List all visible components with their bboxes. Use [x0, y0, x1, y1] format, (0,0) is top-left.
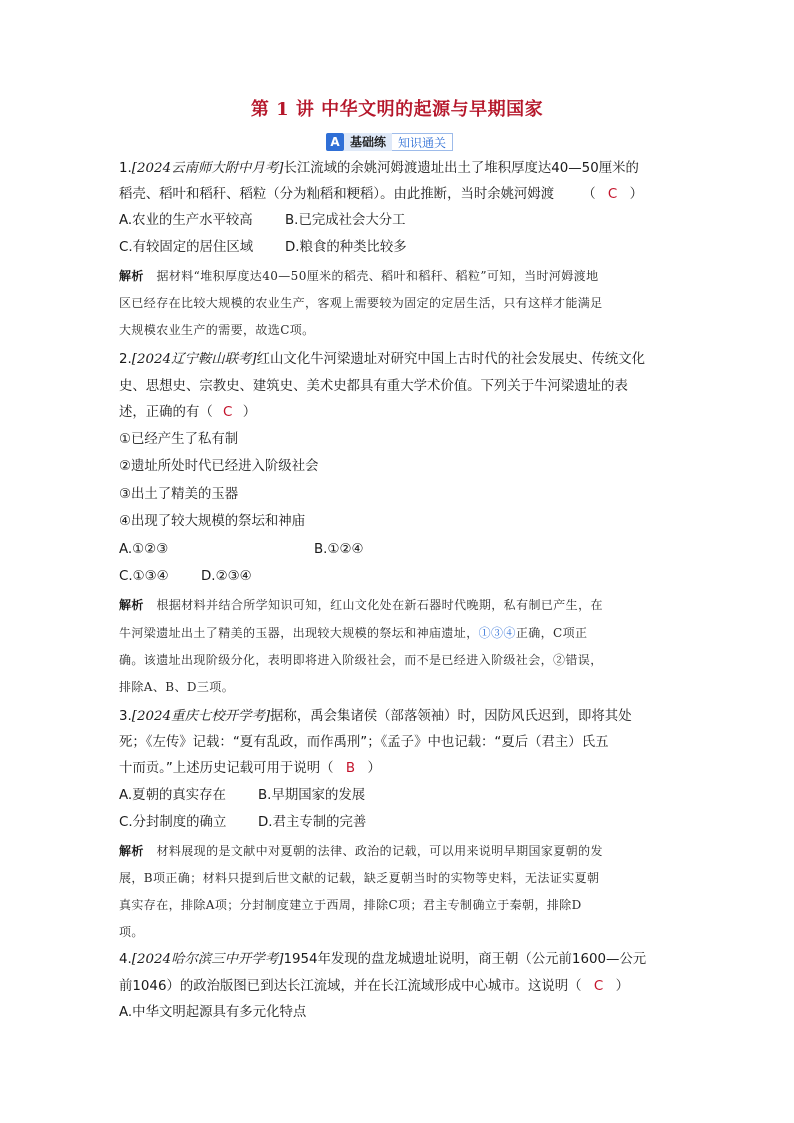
q1-source: [2024云南师大附中月考] [131, 161, 284, 176]
q1-answer: C [607, 187, 618, 202]
q3-options-row2 [119, 814, 367, 832]
q3-explanation-line1: 解析 材料展现的是文献中对夏朝的法律、政治的记载，可以用来说明早期国家夏朝的发 [119, 844, 603, 858]
q3-option-a: A.夏朝的真实存在 [119, 788, 226, 803]
q3-answer: B [345, 761, 356, 776]
q1-stem-line2: 稻壳、稻叶和稻秆、稻粒（分为籼稻和粳稻）。由此推断，当时余姚河姆渡 （ C ） [119, 187, 643, 202]
q2-explanation-highlight: ①③④ [478, 626, 516, 640]
q3-options-row1 [119, 787, 366, 805]
q1-stem-line1: 1.[2024云南师大附中月考]长江流域的余姚河姆渡遗址出土了堆积厚度达40—50厘米的 [119, 161, 639, 176]
q4-stem-line2: 前1046）的政治版图已到达长江流域，并在长江流域形成中心城市。这说明（ C ） [119, 979, 629, 994]
q3-option-d: D.君主专制的完善 [258, 815, 367, 830]
q2-item3: ③出土了精美的玉器 [119, 487, 239, 502]
q1-explanation-line2: 区已经存在比较大规模的农业生产，客观上需要较为固定的定居生活，只有这样才能满足 [119, 296, 603, 310]
q4-answer: C [593, 979, 604, 994]
q2-item1: ①已经产生了私有制 [119, 432, 239, 447]
q2-explanation-tag: 解析 [119, 598, 144, 612]
q4-source: [2024哈尔滨三中开学考] [131, 952, 284, 967]
q3-option-c: C.分封制度的确立 [119, 815, 227, 830]
q2-option-c: C.①③④ [119, 569, 169, 584]
q4-stem-line1: 4.[2024哈尔滨三中开学考]1954年发现的盘龙城遗址说明，商王朝（公元前1600—公元 [119, 952, 647, 967]
page-title: 第 1 讲 中华文明的起源与早期国家 [250, 99, 544, 120]
q2-stem-line2: 史、思想史、宗教史、建筑史、美术史都具有重大学术价值。下列关于牛河梁遗址的表 [119, 379, 628, 394]
q3-stem-line2: 死；《左传》记载：“夏有乱政，而作禹刑”；《孟子》中也记载：“夏后（君主）氏五 [119, 735, 609, 750]
q2-explanation-line3: 确。该遗址出现阶级分化，表明即将进入阶级社会，而不是已经进入阶级社会，②错误， [119, 653, 603, 667]
q2-options-row2 [119, 568, 252, 586]
q2-options-row1 [119, 541, 364, 559]
q1-explanation-tag: 解析 [119, 269, 144, 283]
q3-stem-line1: 3.[2024重庆七校开学考]据称，禹会集诸侯（部落领袖）时，因防风氏迟到，即将其处 [119, 709, 632, 724]
q2-explanation-line4: 排除A、B、D三项。 [119, 680, 235, 694]
q3-explanation-line4: 项。 [119, 925, 144, 939]
q3-explanation-line2: 展，B项正确；材料只提到后世文献的记载，缺乏夏朝当时的实物等史料，无法证实夏朝 [119, 871, 600, 885]
section-badge [326, 132, 453, 152]
q2-stem-line1: 2.[2024辽宁鞍山联考]红山文化牛河梁遗址对研究中国上古时代的社会发展史、传统文化 [119, 352, 645, 367]
badge-label-knowledge: 知识通关 [392, 133, 453, 151]
q2-item4: ④出现了较大规模的祭坛和神庙 [119, 514, 306, 529]
q2-source: [2024辽宁鞍山联考] [131, 352, 257, 367]
q2-explanation-line2: 牛河梁遗址出土了精美的玉器，出现较大规模的祭坛和神庙遗址，①③④正确，C项正 [119, 626, 588, 640]
q4-option-a: A.中华文明起源具有多元化特点 [119, 1005, 307, 1020]
q2-item2: ②遗址所处时代已经进入阶级社会 [119, 459, 319, 474]
q2-answer: C [223, 405, 233, 420]
q1-option-a: A.农业的生产水平较高 [119, 213, 253, 228]
q1-option-d: D.粮食的种类比较多 [285, 240, 407, 255]
q1-option-c: C.有较固定的居住区域 [119, 240, 254, 255]
q3-source: [2024重庆七校开学考] [131, 709, 271, 724]
q2-option-a: A.①②③ [119, 542, 169, 557]
q1-options-row2 [119, 239, 407, 257]
q1-explanation-line3: 大规模农业生产的需要，故选C项。 [119, 323, 315, 337]
q3-option-b: B.早期国家的发展 [258, 788, 366, 803]
q1-explanation-line1: 解析 据材料“堆积厚度达40—50厘米的稻壳、稻叶和稻秆、稻粒”可知，当时河姆渡地 [119, 269, 599, 283]
q2-option-b: B.①②④ [314, 542, 364, 557]
q2-explanation-line1: 解析 根据材料并结合所学知识可知，红山文化处在新石器时代晚期，私有制已产生，在 [119, 598, 603, 612]
q3-stem-line3: 十而贡。”上述历史记载可用于说明（ B ） [119, 761, 381, 776]
badge-letter: A [326, 133, 344, 151]
q1-options-row1 [119, 212, 406, 230]
q3-explanation-line3: 真实存在，排除A项；分封制度建立于西周，排除C项；君主专制确立于秦朝，排除D [119, 898, 582, 912]
q2-stem-line3: 述，正确的有（ C ） [119, 405, 257, 420]
badge-label-basic: 基础练 [344, 133, 392, 151]
q1-option-b: B.已完成社会大分工 [285, 213, 406, 228]
q3-explanation-tag: 解析 [119, 844, 144, 858]
q2-option-d: D.②③④ [201, 569, 252, 584]
